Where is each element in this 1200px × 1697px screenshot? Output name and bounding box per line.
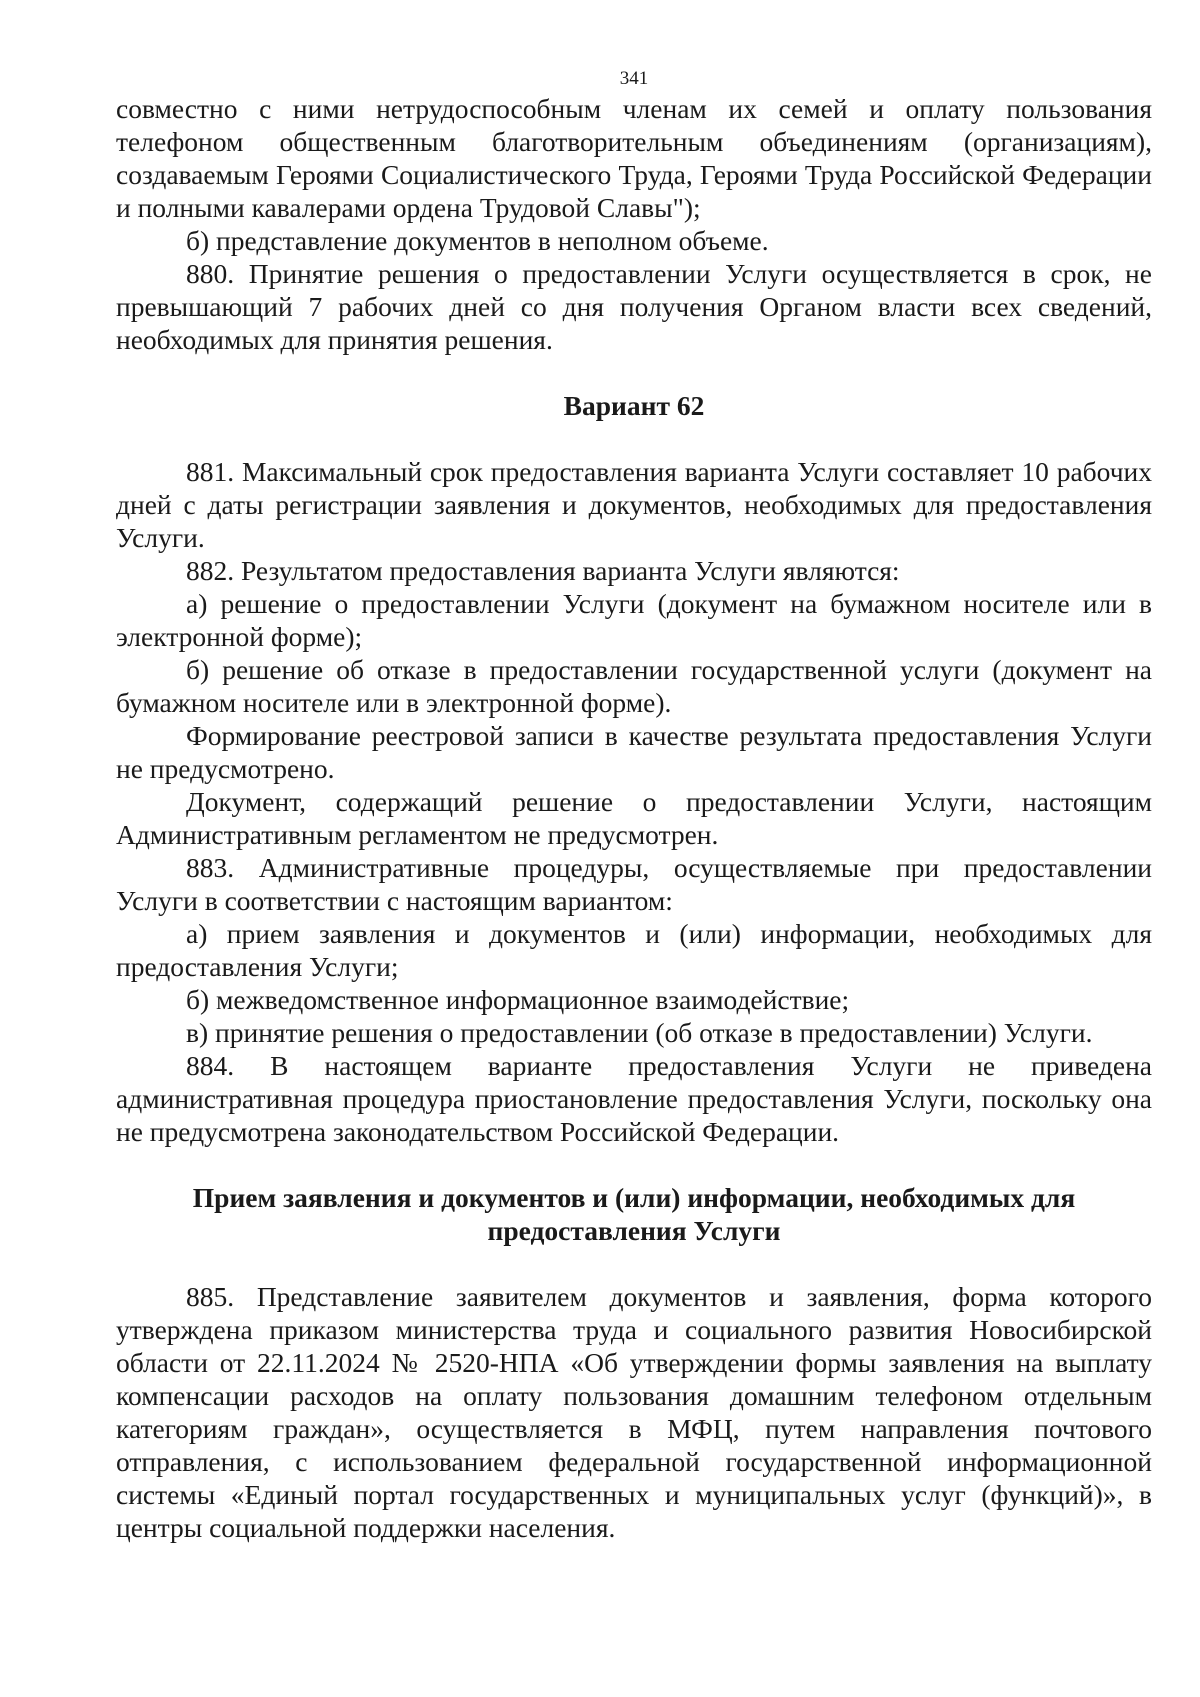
paragraph-880: 880. Принятие решения о предоставлении Услуги осуществляется в срок, не превышающий 7 рабочих дней со дня получения Органом власти всех сведений, необходимых для принятия решения.: [116, 258, 1152, 355]
heading-reception-line2: предоставления Услуги: [487, 1215, 781, 1246]
paragraph-registry-record: Формирование реестровой записи в качестве результата предоставления Услуги не предусмотрено.: [116, 720, 1152, 784]
paragraph-883-a: а) прием заявления и документов и (или) информации, необходимых для предоставления Услуги;: [116, 918, 1152, 982]
paragraph-881: 881. Максимальный срок предоставления варианта Услуги составляет 10 рабочих дней с даты регистрации заявления и документов, необходимых для предоставления Услуги.: [116, 456, 1152, 553]
paragraph-decision-document: Документ, содержащий решение о предоставлении Услуги, настоящим Административным регламентом не предусмотрен.: [116, 786, 1152, 850]
paragraph-882: 882. Результатом предоставления варианта Услуги являются:: [186, 555, 900, 586]
document-page: [116, 68, 1152, 1544]
paragraph-882-a: а) решение о предоставлении Услуги (документ на бумажном носителе или в электронной форме);: [116, 588, 1152, 652]
paragraph-882-b: б) решение об отказе в предоставлении государственной услуги (документ на бумажном носителе или в электронной форме).: [116, 654, 1152, 718]
paragraph-883-b: б) межведомственное информационное взаимодействие;: [186, 984, 850, 1015]
heading-variant-62: Вариант 62: [563, 390, 705, 421]
paragraph-item-b: б) представление документов в неполном объеме.: [186, 225, 769, 256]
paragraph-885: 885. Представление заявителем документов и заявления, форма которого утверждена приказом министерства труда и социального развития Новосибирской области от 22.11.2024 № 2520-НПА «Об утверждении формы заявления на выплату компенсации расходов на оплату пользования домашним телефоном отдельным категориям граждан», осуществляется в МФЦ, путем направления почтового отправления, с использованием федеральной государственной информационной системы «Единый портал государственных и муниципальных услуг (функций)», в центры социальной поддержки населения.: [116, 1281, 1152, 1543]
paragraph-883: 883. Административные процедуры, осуществляемые при предоставлении Услуги в соответствии с настоящим вариантом:: [116, 852, 1152, 916]
page-number: 341: [619, 68, 649, 89]
paragraph-continuation: совместно с ними нетрудоспособным членам их семей и оплату пользования телефоном общественным благотворительным объединениям (организациям), создаваемым Героями Социалистического Труда, Героями Труда Российской Федерации и полными кавалерами ордена Трудовой Славы");: [116, 93, 1152, 223]
paragraph-884: 884. В настоящем варианте предоставления Услуги не приведена административная процедура приостановление предоставления Услуги, поскольку она не предусмотрена законодательством Российской Федерации.: [116, 1050, 1152, 1147]
paragraph-883-c: в) принятие решения о предоставлении (об отказе в предоставлении) Услуги.: [186, 1017, 1093, 1048]
heading-reception-line1: Прием заявления и документов и (или) информации, необходимых для: [192, 1182, 1076, 1213]
heading-reception: [116, 1181, 1152, 1247]
